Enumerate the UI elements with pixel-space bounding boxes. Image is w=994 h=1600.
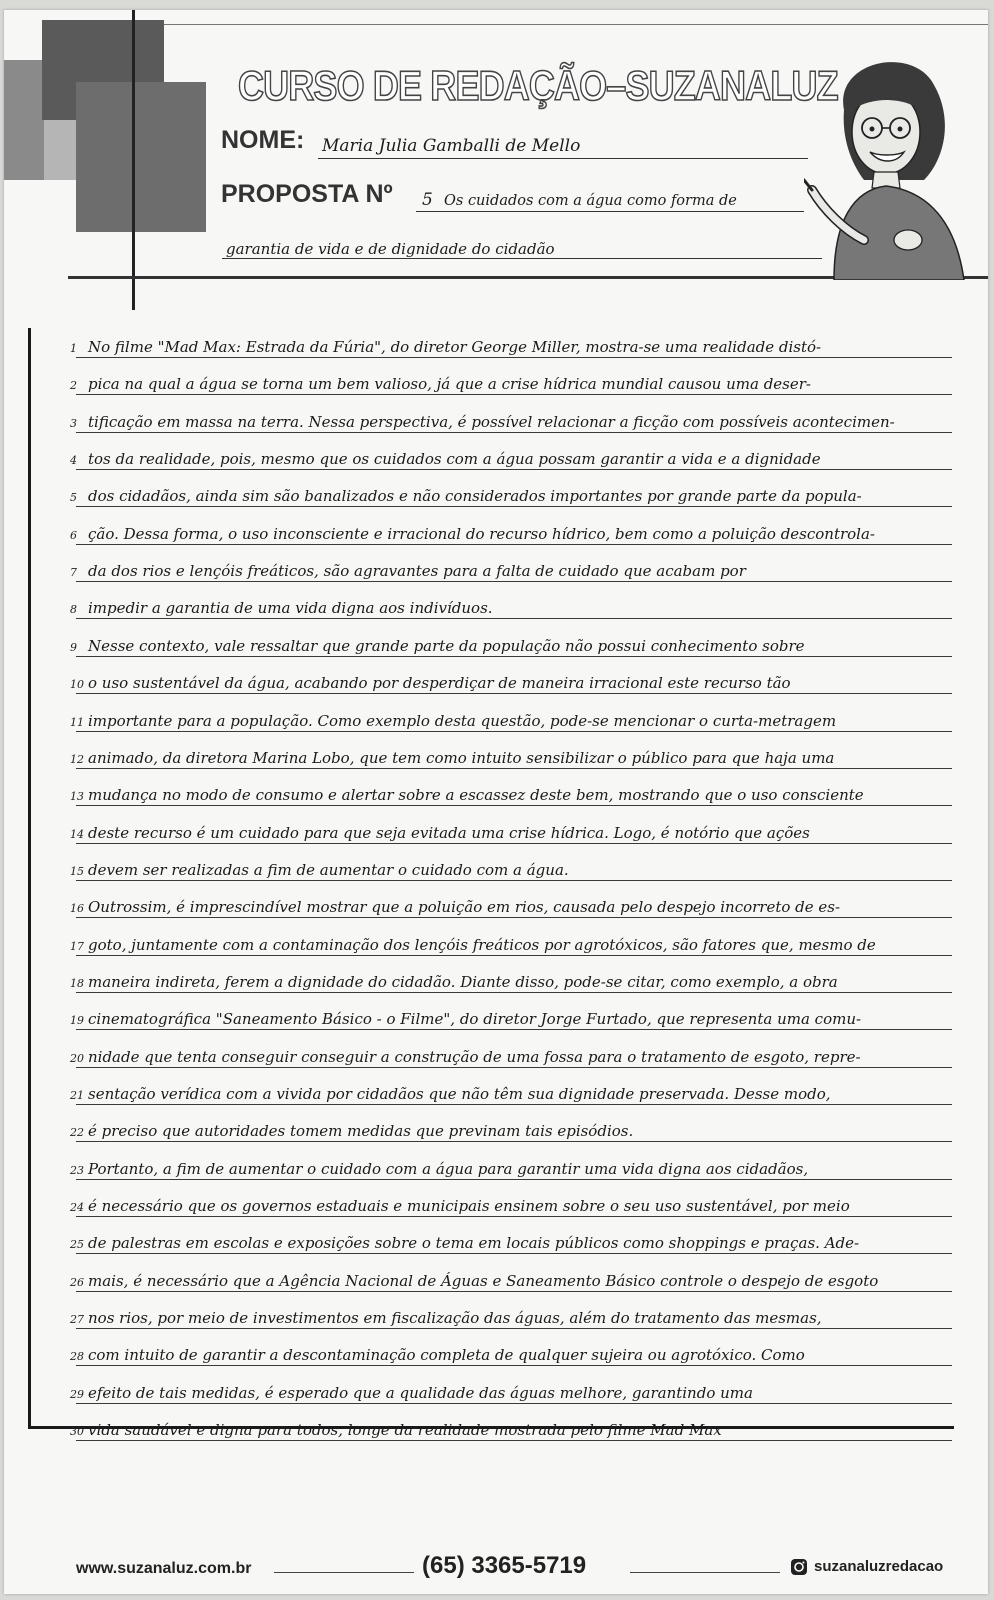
line-number: 26 [70, 1275, 84, 1289]
essay-line [70, 695, 952, 732]
footer [4, 1550, 988, 1590]
essay-line [70, 321, 952, 358]
essay-line-text: devem ser realizadas a fim de aumentar o cuidado com a água. [88, 860, 569, 879]
essay-line [70, 433, 952, 470]
line-number: 4 [70, 454, 77, 468]
essay-line [70, 1068, 952, 1105]
line-number: 22 [70, 1126, 84, 1140]
essay-line-text: com intuito de garantir a descontaminação completa de qualquer sujeira ou agrotóxico. Como [88, 1346, 805, 1365]
line-number: 13 [70, 790, 84, 804]
essay-line-text: de palestras em escolas e exposições sobre o tema em locais públicos como shoppings e praças. Ade- [88, 1234, 860, 1253]
line-number: 17 [70, 939, 84, 953]
proposta-title-line1: Os cuidados com a água como forma de [444, 193, 737, 209]
essay-line [70, 620, 952, 657]
essay-line [70, 769, 952, 806]
essay-line-text: goto, juntamente com a contaminação dos lençóis freáticos por agrotóxicos, são fatores que, mesmo de [88, 935, 876, 954]
line-number: 9 [70, 640, 77, 654]
student-name: Maria Julia Gamballi de Mello [322, 136, 581, 156]
line-number: 3 [70, 416, 77, 430]
line-number: 28 [70, 1350, 84, 1364]
essay-line-text: Outrossim, é imprescindível mostrar que a poluição em rios, causada pelo despejo incorreto de es- [88, 898, 841, 917]
essay-line-text: sentação verídica com a vivida por cidadãos que não têm sua dignidade preservada. Desse modo, [88, 1085, 831, 1103]
line-number: 5 [70, 491, 77, 505]
essay-line [70, 732, 952, 769]
name-label: NOME: [221, 126, 305, 154]
essay-line-text: pica na qual a água se torna um bem valioso, já que a crise hídrica mundial causou uma deser- [88, 375, 811, 394]
line-number: 12 [70, 752, 84, 766]
line-number: 19 [70, 1014, 84, 1028]
essay-line [70, 1217, 952, 1254]
essay-line-text: tificação em massa na terra. Nessa perspectiva, é possível relacionar a ficção com possíveis acontecimen- [88, 412, 895, 431]
essay-line-text: No filme "Mad Max: Estrada da Fúria", do diretor George Miller, mostra-se uma realidade distó- [88, 338, 822, 356]
essay-line-text: o uso sustentável da água, acabando por desperdiçar de maneira irracional este recurso tão [88, 674, 791, 693]
line-number: 1 [70, 342, 77, 355]
essay-line [70, 993, 952, 1030]
essay-line-text: Portanto, a fim de aumentar o cuidado com a água para garantir uma vida digna aos cidadãos, [88, 1159, 809, 1178]
essay-line-text: animado, da diretora Marina Lobo, que tem como intuito sensibilizar o público para que haja uma [88, 748, 835, 767]
essay-line-text: nidade que tenta conseguir conseguir a construção de uma fossa para o tratamento de esgoto, repre- [88, 1047, 861, 1066]
essay-lines [4, 10, 988, 1594]
line-number: 15 [70, 864, 84, 878]
proposta-number: 5 [422, 190, 433, 210]
footer-phone: (65) 3365-5719 [422, 1552, 587, 1579]
essay-line [70, 1180, 952, 1217]
line-number: 23 [70, 1163, 84, 1177]
essay-line-text: deste recurso é um cuidado para que seja evitada uma crise hídrica. Logo, é notório que ações [88, 823, 810, 842]
essay-line [70, 1031, 952, 1068]
essay-line [70, 1329, 952, 1366]
line-number: 27 [70, 1313, 84, 1327]
line-number: 25 [70, 1238, 84, 1252]
essay-line [70, 657, 952, 694]
essay-line [70, 956, 952, 993]
essay-line [70, 844, 952, 881]
essay-line [70, 470, 952, 507]
essay-sheet [4, 10, 988, 1594]
line-number: 20 [70, 1051, 84, 1065]
essay-line [70, 545, 952, 582]
proposta-label: PROPOSTA Nº [221, 180, 393, 208]
essay-line [70, 582, 952, 619]
line-number: 21 [70, 1089, 84, 1102]
proposta-title-line2: garantia de vida e de dignidade do cidadão [226, 240, 555, 258]
line-number: 6 [70, 528, 77, 542]
essay-line [70, 396, 952, 433]
line-number: 8 [70, 603, 77, 617]
footer-divider [274, 1572, 414, 1573]
instagram-icon [790, 1558, 808, 1576]
essay-line-text: efeito de tais medidas, é esperado que a qualidade das águas melhore, garantindo uma [88, 1383, 753, 1402]
essay-line-text: da dos rios e lençóis freáticos, são agravantes para a falta de cuidado que acabam por [88, 562, 746, 581]
essay-line [70, 1292, 952, 1329]
footer-website: www.suzanaluz.com.br [76, 1560, 252, 1577]
essay-line-text: tos da realidade, pois, mesmo que os cuidados com a água possam garantir a vida e a dignidade [88, 450, 821, 469]
line-number: 11 [70, 715, 84, 729]
essay-line-text: nos rios, por meio de investimentos em fiscalização das águas, além do tratamento das mesmas, [88, 1309, 822, 1328]
essay-line-text: vida saudável e digna para todos, longe da realidade mostrada pelo filme Mad Max [88, 1421, 722, 1440]
footer-divider [630, 1572, 780, 1573]
footer-instagram-handle: suzanaluzredacao [814, 1558, 944, 1575]
essay-line-text: importante para a população. Como exemplo desta questão, pode-se mencionar o curta-metragem [88, 711, 837, 730]
line-number: 29 [70, 1387, 84, 1401]
line-number: 10 [70, 678, 84, 692]
line-number: 18 [70, 976, 84, 990]
essay-line-text: é preciso que autoridades tomem medidas que previnam tais episódios. [88, 1122, 634, 1141]
essay-line-text: dos cidadãos, ainda sim são banalizados e não considerados importantes por grande parte da popula- [88, 487, 862, 506]
essay-line [70, 1367, 952, 1404]
essay-line [70, 1255, 952, 1292]
line-number: 16 [70, 902, 84, 916]
essay-line-text: impedir a garantia de uma vida digna aos indivíduos. [88, 599, 493, 618]
line-number: 2 [70, 379, 77, 393]
essay-line [70, 1404, 952, 1441]
essay-line-text: cinematográfica "Saneamento Básico - o Filme", do diretor Jorge Furtado, que representa uma comu- [88, 1010, 862, 1029]
essay-line [70, 1143, 952, 1180]
essay-line [70, 1105, 952, 1142]
essay-line-text: é necessário que os governos estaduais e municipais ensinem sobre o seu uso sustentável, por meio [88, 1197, 850, 1216]
course-logo-title: CURSO DE REDAÇÃO–SUZANALUZ [238, 62, 838, 109]
essay-line [70, 807, 952, 844]
essay-line-text: mais, é necessário que a Agência Nacional de Águas e Saneamento Básico controle o despejo de esgoto [88, 1271, 879, 1290]
line-number: 30 [70, 1425, 84, 1439]
essay-line-text: maneira indireta, ferem a dignidade do cidadão. Diante disso, pode-se citar, como exemplo, a obra [88, 972, 838, 991]
line-number: 24 [70, 1201, 84, 1215]
essay-line-text: ção. Dessa forma, o uso inconsciente e irracional do recurso hídrico, bem como a poluição descontrola- [88, 524, 875, 543]
essay-line-text: mudança no modo de consumo e alertar sobre a escassez deste bem, mostrando que o uso consciente [88, 786, 864, 805]
essay-line [70, 881, 952, 918]
line-number: 7 [70, 566, 77, 580]
essay-line [70, 358, 952, 395]
essay-line-text: Nesse contexto, vale ressaltar que grande parte da população não possui conhecimento sobre [88, 636, 805, 655]
essay-line [70, 508, 952, 545]
essay-line [70, 919, 952, 956]
line-number: 14 [70, 827, 84, 841]
